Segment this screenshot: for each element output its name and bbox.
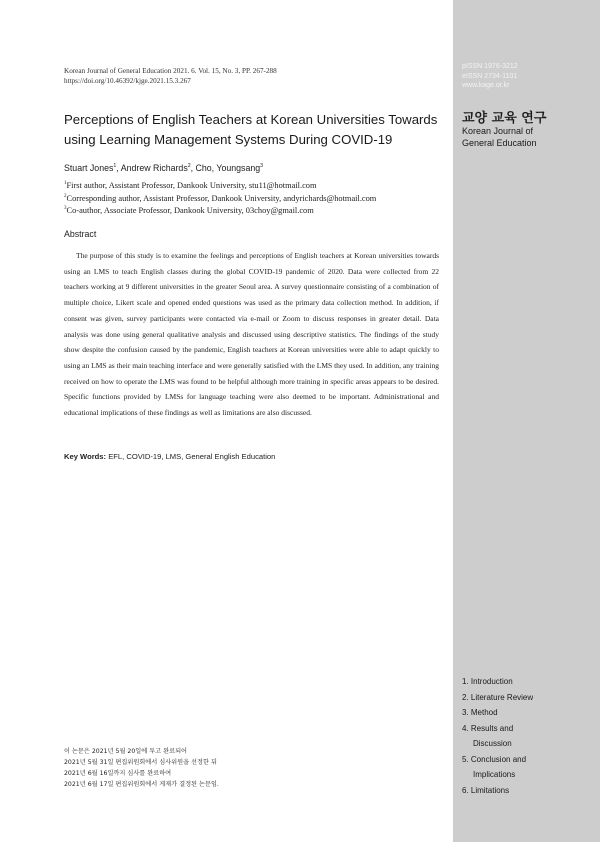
author-sup: 3 <box>260 163 264 170</box>
journal-title-english <box>462 126 592 149</box>
pissn: pISSN 1976-3212 <box>462 63 518 70</box>
outline-item-literature-review[interactable] <box>462 690 592 706</box>
outline-label: 5. Conclusion and <box>462 754 527 764</box>
affiliation-sup: 3 <box>64 206 67 212</box>
paper-title: Perceptions of English Teachers at Korean Universities Towards using Learning Management Systems During COVID-19 <box>64 112 438 147</box>
section-outline <box>462 674 592 798</box>
affiliation-line <box>64 193 449 206</box>
eissn: eISSN 2734-1101 <box>462 72 518 80</box>
history-line: 이 논문은 2021년 5월 20일에 투고 완료되어 <box>64 748 188 755</box>
outline-item-results[interactable] <box>462 721 592 752</box>
doi-link[interactable]: https://doi.org/10.46392/kjge.2021.15.3.267 <box>64 76 191 85</box>
outline-label: 3. Method <box>462 708 498 717</box>
affiliation-sup: 2 <box>64 193 67 199</box>
affiliation-text: Corresponding author, Assistant Professor, Dankook University, andyrichards@hotmail.com <box>66 193 377 203</box>
affiliation-sup: 1 <box>64 181 67 187</box>
outline-item-introduction[interactable] <box>462 674 592 690</box>
keywords-label: Key Words: <box>64 452 107 461</box>
affiliation-line <box>64 205 449 218</box>
outline-label: 1. Introduction <box>462 677 513 686</box>
affiliation-line <box>64 180 449 193</box>
abstract-heading: Abstract <box>64 229 97 239</box>
journal-title-korean: 교양 교육 연구 <box>462 111 547 126</box>
issn-block <box>462 62 592 91</box>
author-name: Andrew Richards <box>120 163 188 173</box>
outline-item-method[interactable] <box>462 705 592 721</box>
history-line: 2021년 6월 17일 편집위원회에서 게재가 결정된 논문임. <box>64 781 219 788</box>
history-line: 2021년 5월 31일 편집위원회에서 심사위원을 선정한 뒤 <box>64 759 217 766</box>
outline-label: 6. Limitations <box>462 785 510 795</box>
author-sup: 2 <box>187 163 191 170</box>
journal-title-english-line1: Korean Journal of <box>462 126 534 136</box>
journal-title-english-line2: General Education <box>462 137 537 148</box>
keywords-text: EFL, COVID-19, LMS, General English Education <box>108 452 276 461</box>
journal-url: www.kage.or.kr <box>462 82 510 89</box>
keywords <box>64 452 449 461</box>
author-name: Stuart Jones <box>64 163 114 173</box>
outline-item-conclusion[interactable] <box>462 752 592 783</box>
outline-label-continued: Discussion <box>473 739 512 748</box>
author-list: Stuart Jones$^1$, Andrew Richards$^2$, Cho, Youngsang$^3$ <box>64 163 264 173</box>
outline-label: 4. Results and <box>462 723 514 733</box>
affiliation-text: First author, Assistant Professor, Dankook University, stu11@hotmail.com <box>66 181 317 190</box>
outline-label-continued: Implications <box>473 770 516 779</box>
outline-item-limitations[interactable] <box>462 783 592 799</box>
outline-label: 2. Literature Review <box>462 692 534 702</box>
author-sup: 1 <box>113 163 117 170</box>
abstract-body: The purpose of this study is to examine the feelings and perceptions of English teachers at Korean universities towards using an LMS to teach English classes during the global COVID-19 pandemic of 2020. Data were collected from 22 teachers working at 9 different universities in the greater Seoul area. A survey questionnaire consisting of a combination of multiple choice, Likert scale and opened ended questions was used as the primary data collection method. In addition, if consent was given, survey participants were contacted via e-mail or Zoom to discuss responses in greater detail. Data analysis was done using general qualitative analysis and discussed using descriptive statistics. The findings of the study show despite the confusion caused by the pandemic, English teachers at Korean universities were able to adapt quickly to using an LMS as their main teaching interface and were generally satisfied with the LMS they used. In addition, any training received on how to operate the LMS was found to be helpful although more training in specific areas appears to be desired. Specific functions provided by LMSs for language teaching were also deemed to be important. Administrational and educational implications of these findings as well as limitations are also discussed. <box>64 251 439 418</box>
submission-history <box>64 746 449 790</box>
citation-header <box>64 67 444 86</box>
affiliation-text: Co-author, Associate Professor, Dankook University, 03choy@gmail.com <box>66 206 314 215</box>
history-line: 2021년 6월 16일까지 심사를 완료하여 <box>64 770 172 777</box>
affiliations <box>64 180 449 218</box>
journal-citation: Korean Journal of General Education 2021. 6. Vol. 15, No. 3, PP. 267-288 <box>64 67 277 75</box>
author-name: Cho, Youngsang <box>195 163 261 173</box>
